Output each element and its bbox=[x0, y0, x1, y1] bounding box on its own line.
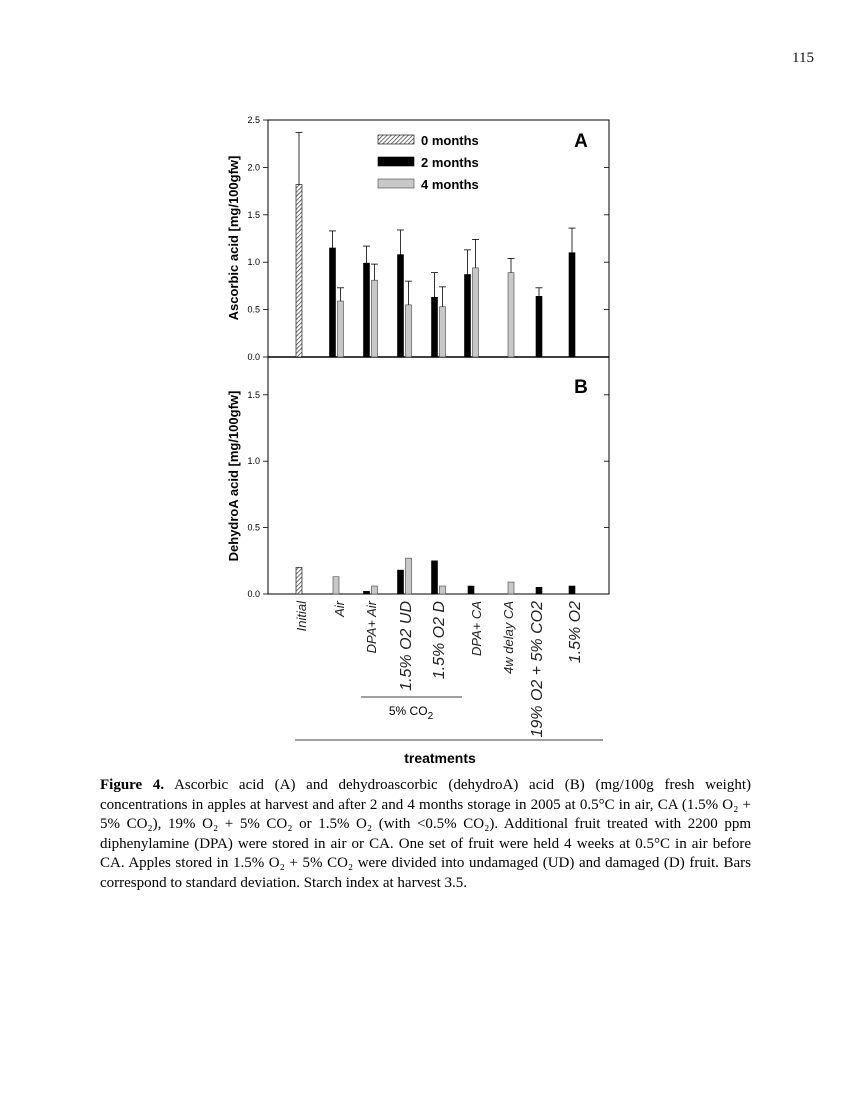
bars bbox=[296, 132, 576, 594]
x-category-label: DPA+ CA bbox=[469, 601, 484, 657]
bar-a-1-5 bbox=[465, 275, 471, 357]
y-tick-label-a: 1.5 bbox=[247, 209, 260, 220]
x-category-label: 1.5% O2 D bbox=[431, 601, 448, 680]
bar-b-1-8 bbox=[569, 586, 575, 594]
group-label: 5% $CO_2$ bbox=[388, 704, 434, 722]
legend bbox=[378, 133, 479, 192]
x-category-label: Initial bbox=[294, 601, 309, 632]
y-tick-label-b: 0.0 bbox=[247, 589, 260, 599]
x-category-label: 1.5% O2 bbox=[567, 601, 584, 664]
bar-b-1-7 bbox=[536, 587, 542, 594]
y-tick-label-a: 2.0 bbox=[247, 162, 260, 173]
bar-a-1-8 bbox=[569, 253, 575, 357]
y-tick-label-a: 0.0 bbox=[247, 352, 260, 362]
bar-a-2-2 bbox=[372, 280, 378, 357]
y-axis-label-b: DehydroA acid [mg/100gfw] bbox=[226, 390, 241, 562]
bar-a-2-3 bbox=[406, 305, 412, 357]
bar-b-2-3 bbox=[406, 558, 412, 594]
bar-a-2-5 bbox=[473, 268, 479, 357]
bar-a-1-7 bbox=[536, 296, 542, 357]
bar-a-1-1 bbox=[330, 248, 336, 357]
caption-label: Figure 4. bbox=[100, 777, 165, 793]
legend-label-0-months: 0 months bbox=[421, 133, 479, 148]
y-tick-label-a: 1.0 bbox=[247, 257, 260, 268]
bar-b-2-2 bbox=[372, 586, 378, 594]
panel-label-b: B bbox=[574, 377, 588, 398]
y-tick-label-b: 1.5 bbox=[247, 389, 260, 400]
y-tick-label-b: 1.0 bbox=[247, 456, 260, 467]
bar-a-1-3 bbox=[398, 255, 404, 357]
bar-a-2-1 bbox=[338, 301, 344, 357]
x-category-label: 19% O2 + 5% CO2 bbox=[529, 601, 546, 738]
x-category-label: 4w delay CA bbox=[501, 601, 516, 674]
legend-swatch-2-months bbox=[378, 157, 414, 166]
y-axis-label-a: Ascorbic acid [mg/100gfw] bbox=[226, 155, 241, 321]
bar-b-2-6 bbox=[508, 582, 514, 594]
bar-b-1-2 bbox=[364, 591, 370, 594]
bar-b-2-1 bbox=[333, 577, 339, 594]
bar-a-1-4 bbox=[432, 297, 438, 357]
legend-label-4-months: 4 months bbox=[421, 177, 479, 192]
legend-label-2-months: 2 months bbox=[421, 155, 479, 170]
bar-a-2-6 bbox=[508, 273, 514, 357]
x-category-label: 1.5% O2 UD bbox=[398, 601, 415, 691]
panel-label-a: A bbox=[574, 131, 588, 152]
y-tick-label-b: 0.5 bbox=[247, 522, 260, 533]
bar-b-1-3 bbox=[398, 570, 404, 594]
caption-text: Ascorbic acid (A) and dehydroascorbic (dehydroA) acid (B) (mg/100g fresh weight) concentrations in apples at harvest and after 2 and 4 months storage in 2005 at 0.5°C in air, CA (1.5% O₂ + 5% CO₂), 19% O₂ + 5% CO₂ or 1.5% O₂ (with <0.5% CO₂). Additional fruit treated with 2200 ppm diphenylamine (DPA) were stored in air or CA. One set of fruit were held 4 weeks at 0.5°C in air before CA. Apples stored in 1.5% O₂ + 5% CO₂ were divided into undamaged (UD) and damaged (D) fruit. Bars correspond to standard deviation. Starch index at harvest 3.5. bbox=[100, 777, 752, 891]
bar-a-2-4 bbox=[440, 307, 446, 357]
bar-b-1-5 bbox=[468, 586, 474, 594]
figure-caption bbox=[100, 776, 751, 893]
x-axis-title: treatments bbox=[404, 750, 476, 766]
y-tick-label-a: 2.5 bbox=[247, 115, 260, 125]
bar-a-0-0 bbox=[296, 184, 302, 357]
bar-b-0-0 bbox=[296, 567, 302, 594]
bar-a-1-2 bbox=[364, 263, 370, 357]
legend-swatch-0-months bbox=[378, 135, 414, 144]
x-category-label: DPA+ Air bbox=[364, 601, 379, 654]
x-category-labels bbox=[294, 600, 584, 738]
bar-b-1-4 bbox=[432, 561, 438, 594]
legend-swatch-4-months bbox=[378, 179, 414, 188]
y-tick-label-a: 0.5 bbox=[247, 304, 260, 315]
x-category-label: Air bbox=[332, 601, 347, 617]
page-number: 115 bbox=[792, 50, 814, 66]
bar-b-2-4 bbox=[440, 586, 446, 594]
